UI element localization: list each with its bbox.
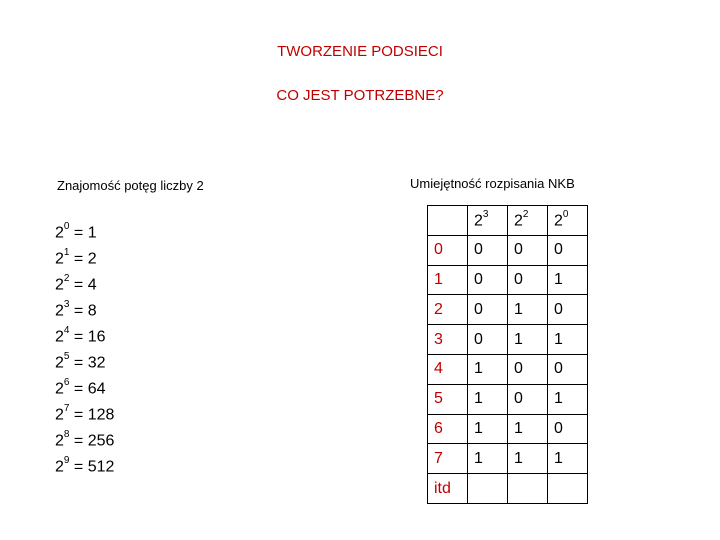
- power-result: = 512: [73, 458, 115, 476]
- power-base: 2: [55, 224, 64, 242]
- power-base: 2: [55, 276, 64, 294]
- table-row: [428, 384, 588, 414]
- decimal-cell: 2: [428, 295, 468, 325]
- bit-cell: 0: [508, 265, 548, 295]
- bit-cell: 1: [468, 354, 508, 384]
- power-line: [55, 296, 114, 322]
- decimal-cell: 6: [428, 414, 468, 444]
- bit-cell: 1: [508, 295, 548, 325]
- bit-cell: 0: [468, 325, 508, 355]
- power-result: = 2: [73, 250, 97, 268]
- empty-cell: [508, 474, 548, 504]
- power-line: [55, 270, 114, 296]
- power-exponent: 9: [63, 455, 70, 467]
- header-base: 2: [514, 212, 523, 230]
- empty-cell: [468, 474, 508, 504]
- table-row: [428, 235, 588, 265]
- header-cell: [508, 206, 548, 236]
- bit-cell: 0: [508, 384, 548, 414]
- table-row: [428, 414, 588, 444]
- itd-cell: itd: [428, 474, 468, 504]
- power-exponent: 4: [63, 325, 70, 337]
- decimal-cell: 3: [428, 325, 468, 355]
- bit-cell: 0: [548, 295, 588, 325]
- power-line: [55, 400, 114, 426]
- bit-cell: 1: [548, 325, 588, 355]
- power-base: 2: [55, 328, 64, 346]
- power-base: 2: [55, 302, 64, 320]
- decimal-cell: 1: [428, 265, 468, 295]
- table-footer-row: [428, 474, 588, 504]
- power-line: [55, 452, 114, 478]
- bit-cell: 1: [468, 444, 508, 474]
- table-row: [428, 325, 588, 355]
- table-row: [428, 444, 588, 474]
- bit-cell: 0: [508, 354, 548, 384]
- power-line: [55, 218, 114, 244]
- decimal-cell: 7: [428, 444, 468, 474]
- power-exponent: 8: [63, 429, 70, 441]
- power-base: 2: [55, 458, 64, 476]
- bit-cell: 1: [548, 444, 588, 474]
- power-result: = 8: [73, 302, 97, 320]
- power-base: 2: [55, 406, 64, 424]
- page-title: TWORZENIE PODSIECI: [277, 43, 443, 60]
- power-line: [55, 322, 114, 348]
- decimal-cell: 4: [428, 354, 468, 384]
- header-cell: [468, 206, 508, 236]
- powers-heading: Znajomość potęg liczby 2: [57, 178, 204, 193]
- power-base: 2: [55, 250, 64, 268]
- bit-cell: 0: [508, 235, 548, 265]
- decimal-cell: 5: [428, 384, 468, 414]
- decimal-cell: 0: [428, 235, 468, 265]
- power-line: [55, 426, 114, 452]
- table-header-row: [428, 206, 588, 236]
- power-result: = 256: [73, 432, 115, 450]
- power-exponent: 0: [63, 221, 70, 232]
- power-exponent: 1: [63, 247, 70, 259]
- bit-cell: 0: [548, 354, 588, 384]
- power-result: = 16: [73, 328, 106, 346]
- blank-cell: [548, 474, 588, 504]
- power-result: = 64: [73, 380, 106, 398]
- power-result: = 32: [73, 354, 106, 372]
- corner-cell: [428, 206, 468, 236]
- header-base: 2: [474, 212, 483, 230]
- power-exponent: 5: [63, 351, 70, 363]
- bit-cell: 0: [468, 235, 508, 265]
- header-exponent: 3: [482, 208, 489, 220]
- power-result: = 1: [73, 224, 97, 242]
- bit-cell: 1: [468, 384, 508, 414]
- bit-cell: 1: [508, 325, 548, 355]
- power-exponent: 7: [63, 403, 70, 415]
- bit-cell: 1: [548, 384, 588, 414]
- powers-list: [55, 218, 114, 478]
- header-cell: [548, 206, 588, 236]
- bit-cell: 1: [508, 444, 548, 474]
- nkb-heading: Umiejętność rozpisania NKB: [410, 176, 575, 191]
- power-line: [55, 348, 114, 374]
- header-base: 2: [554, 212, 563, 230]
- bit-cell: 1: [508, 414, 548, 444]
- nkb-table: [427, 205, 588, 504]
- bit-cell: 0: [468, 265, 508, 295]
- bit-cell: 1: [468, 414, 508, 444]
- bit-cell: 0: [548, 414, 588, 444]
- table-row: [428, 354, 588, 384]
- power-base: 2: [55, 380, 64, 398]
- bit-cell: 1: [548, 265, 588, 295]
- header-exponent: 2: [522, 208, 529, 220]
- table-row: [428, 265, 588, 295]
- power-base: 2: [55, 432, 64, 450]
- power-base: 2: [55, 354, 64, 372]
- power-exponent: 2: [63, 273, 70, 285]
- bit-cell: 0: [548, 235, 588, 265]
- power-line: [55, 244, 114, 270]
- power-result: = 128: [73, 406, 115, 424]
- power-line: [55, 374, 114, 400]
- bit-cell: 0: [468, 295, 508, 325]
- table-row: [428, 295, 588, 325]
- power-exponent: 3: [63, 299, 70, 311]
- header-exponent: 0: [562, 208, 569, 220]
- page-subtitle: CO JEST POTRZEBNE?: [276, 87, 444, 104]
- power-result: = 4: [73, 276, 97, 294]
- power-exponent: 6: [63, 377, 70, 389]
